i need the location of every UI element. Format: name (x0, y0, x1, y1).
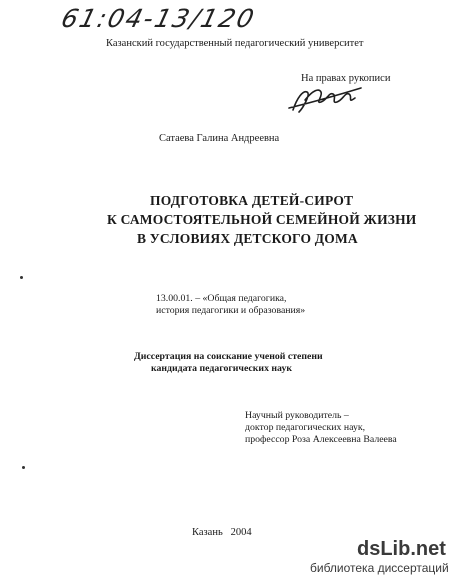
title-line-2: К САМОСТОЯТЕЛЬНОЙ СЕМЕЙНОЙ ЖИЗНИ (107, 212, 417, 227)
archive-number-handwritten: 61:04-13/120 (58, 4, 259, 33)
specialty-line-2: история педагогики и образования» (156, 305, 306, 316)
scientific-advisor (245, 410, 397, 446)
manuscript-rights-note: На правах рукописи (301, 73, 391, 84)
watermark-logo: dsLib.net (357, 538, 446, 560)
dissertation-line-1: Диссертация на соискание ученой степени (134, 351, 323, 362)
author-name: Сатаева Галина Андреевна (159, 133, 280, 144)
specialty (156, 293, 305, 317)
specialty-line-1: 13.00.01. – «Общая педагогика, (156, 293, 287, 304)
city-year: Казань 2004 (192, 527, 252, 538)
advisor-line-3: профессор Роза Алексеевна Валеева (245, 434, 397, 445)
signature-icon (285, 78, 365, 118)
title-line-1: ПОДГОТОВКА ДЕТЕЙ-СИРОТ (150, 193, 354, 208)
scan-dot (20, 276, 23, 279)
advisor-line-2: доктор педагогических наук, (245, 422, 366, 433)
scan-dot (22, 466, 25, 469)
title-line-3: В УСЛОВИЯХ ДЕТСКОГО ДОМА (137, 231, 358, 246)
advisor-line-1: Научный руководитель – (245, 410, 349, 421)
dissertation-type (134, 351, 323, 375)
watermark-tagline: библиотека диссертаций (310, 561, 449, 575)
dissertation-line-2: кандидата педагогических наук (151, 363, 293, 374)
university-name: Казанский государственный педагогический университет (106, 38, 364, 49)
